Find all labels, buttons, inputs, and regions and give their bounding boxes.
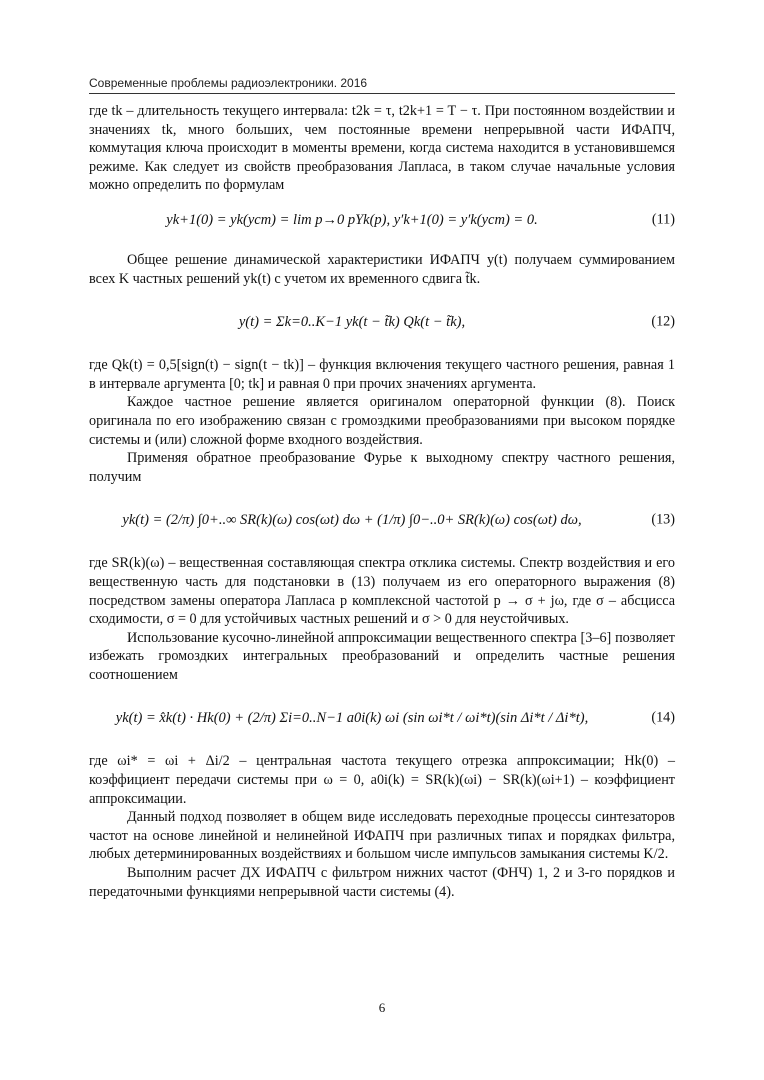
paragraph-1: где tk – длительность текущего интервала: t2k = τ, t2k+1 = T − τ. При постоянном воздействии и значениях tk, много больших, чем постоянные времени непрерывной части ИФАПЧ, коммутация ключа происходит в моменты времени, когда система находится в установившемся режиме. Как следует из свойств преобразования Лапласа, в таком случае начальные условия можно определить по формулам xyxy=(89,103,675,194)
equation-13 xyxy=(89,488,675,552)
header-rule xyxy=(89,93,675,94)
equation-13-number: (13) xyxy=(651,512,675,529)
page-number: 6 xyxy=(378,1000,386,1015)
equation-14 xyxy=(89,686,675,750)
equation-13-formula: yk(t) = (2/π) ∫0+..∞ SR(k)(ω) cos(ωt) dω + (1/π) ∫0−..0+ SR(k)(ω) cos(ωt) dω, xyxy=(122,512,582,529)
equation-11-number: (11) xyxy=(651,211,675,228)
paragraph-3: где Qk(t) = 0,5[sign(t) − sign(t − tk)] – функция включения текущего частного решения, равная 1 в интервале аргумента [0; tk] и равная 0 при прочих значениях аргумента. xyxy=(89,357,675,392)
equation-12-formula: y(t) = Σk=0..K−1 yk(t − t̃k) Qk(t − t̃k), xyxy=(238,313,466,330)
equation-11 xyxy=(89,197,675,243)
running-header: Современные проблемы радиоэлектроники. 2016 xyxy=(89,76,368,90)
paragraph-6: где SR(k)(ω) – вещественная составляющая спектра отклика системы. Спектр воздействия и его вещественную часть для подстановки в (13) получаем из его операторного выражения (8) посредством замены оператора Лапласа p комплексной частотой p → σ + jω, где σ – абсцисса сходимости, σ = 0 для устойчивых частных решений и σ > 0 для неустойчивых. xyxy=(89,555,675,628)
equation-14-number: (14) xyxy=(651,710,675,727)
paragraph-5: Применяя обратное преобразование Фурье к выходному спектру частного решения, получим xyxy=(89,450,675,485)
paragraph-7: Использование кусочно-линейной аппроксимации вещественного спектра [3–6] позволяет избежать громоздких интегральных преобразований и определить частные решения соотношением xyxy=(89,629,675,683)
equation-14-formula: yk(t) = x̂k(t) · Hk(0) + (2/π) Σi=0..N−1 a0i(k) ωi (sin ωi*t / ωi*t)(sin Δi*t / Δi*t), xyxy=(115,710,589,727)
paragraph-4: Каждое частное решение является оригиналом операторной функции (8). Поиск оригинала по его изображению связан с громоздкими преобразованиями при высоком порядке системы и (или) сложной форме входного воздействия. xyxy=(89,394,675,448)
page-body xyxy=(89,102,675,901)
equation-12-number: (12) xyxy=(651,313,675,330)
paragraph-9: Данный подход позволяет в общем виде исследовать переходные процессы синтезаторов частот на основе линейной и нелинейной ИФАПЧ при различных типах и порядках фильтра, любых детерминированных воздействиях и большом числе импульсов замыкания системы K/2. xyxy=(89,809,675,863)
paragraph-8: где ωi* = ωi + Δi/2 – центральная частота текущего отрезка аппроксимации; Hk(0) – коэффициент передачи системы при ω = 0, a0i(k) = SR(k)(ωi) − SR(k)(ωi+1) – коэффициент аппроксимации. xyxy=(89,753,675,807)
paragraph-2: Общее решение динамической характеристики ИФАПЧ y(t) получаем суммированием всех K частных решений yk(t) с учетом их временного сдвига t̃k. xyxy=(89,251,675,287)
equation-12 xyxy=(89,290,675,354)
paragraph-10: Выполним расчет ДХ ИФАПЧ с фильтром нижних частот (ФНЧ) 1, 2 и 3-го порядков и передаточными функциями непрерывной части системы (4). xyxy=(89,865,675,900)
equation-11-formula: yk+1(0) = yk(уст) = lim p→0 pYk(p), y′k+1(0) = y′k(уст) = 0. xyxy=(166,211,538,228)
